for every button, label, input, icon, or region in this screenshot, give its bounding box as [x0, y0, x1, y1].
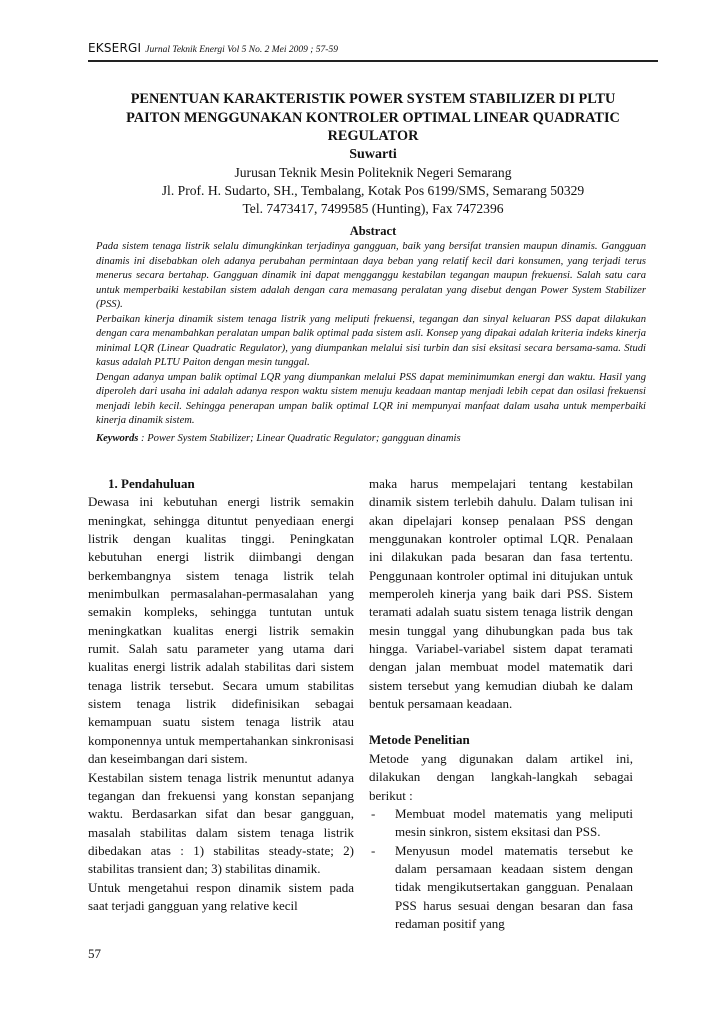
- journal-info: Jurnal Teknik Energi Vol 5 No. 2 Mei 2009 ; 57-59: [145, 45, 338, 55]
- keywords-label: Keywords: [96, 433, 139, 444]
- body-paragraph: Untuk mengetahui respon dinamik sistem pada saat terjadi gangguan yang relative kecil: [88, 879, 354, 913]
- body-paragraph: Metode yang digunakan dalam artikel ini, dilakukan dengan langkah-langkah sebagai berikut :: [369, 750, 633, 803]
- running-header: [88, 39, 658, 62]
- title-line: REGULATOR: [327, 128, 419, 144]
- affiliation-line: Tel. 7473417, 7499585 (Hunting), Fax 7472396: [242, 200, 504, 216]
- keywords-text: : Power System Stabilizer; Linear Quadratic Regulator; gangguan dinamis: [138, 433, 461, 444]
- section-spacer: [369, 713, 633, 731]
- page-number: 57: [88, 946, 101, 961]
- method-steps-list: [369, 805, 633, 933]
- keywords: [96, 432, 646, 446]
- abstract-paragraph: Perbaikan kinerja dinamik sistem tenaga listrik yang meliputi frekuensi, tegangan dan sinyal keluaran PSS dapat dilakukan dengan cara menambahkan peralatan umpan balik optimal pada sistem asli. Konsep yang dipakai adalah kriteria indeks kinerja minimal LQR (Linear Quadratic Regulator), yang diumpankan melalui sisi turbin dan sisi eksitasi secara bersama-sama. Studi kasus adalah PLTU Paiton dengan mesin tunggal.: [96, 313, 646, 368]
- abstract-heading: Abstract: [349, 224, 397, 238]
- title-line: PAITON MENGGUNAKAN KONTROLER OPTIMAL LINEAR QUADRATIC: [126, 109, 620, 126]
- affiliation-line: Jurusan Teknik Mesin Politeknik Negeri Semarang: [234, 164, 512, 180]
- right-column: [369, 475, 633, 933]
- list-item-text: Membuat model matematis yang meliputi mesin sinkron, sistem eksitasi dan PSS.: [395, 805, 633, 840]
- author-name: Suwarti: [349, 146, 397, 162]
- section-heading-pendahuluan: 1. Pendahuluan: [108, 476, 195, 491]
- list-marker: -: [371, 842, 376, 858]
- list-item: [369, 805, 633, 842]
- title-line: PENENTUAN KARAKTERISTIK POWER SYSTEM STABILIZER DI PLTU: [130, 91, 616, 107]
- journal-name: EKSERGI: [88, 41, 142, 55]
- body-paragraph: Kestabilan sistem tenaga listrik menuntut adanya tegangan dan frekuensi yang konstan sepanjang waktu. Berdasarkan sifat dan besar gangguan, masalah stabilitas dalam sistem tenaga listrik dibedakan atas : 1) stabilitas steady-state; 2) stabilitas transient dan; 3) stabilitas dinamik.: [88, 769, 354, 877]
- list-marker: -: [371, 805, 376, 821]
- title-block: [88, 90, 658, 218]
- list-item-text: Menyusun model matematis tersebut ke dalam persamaan keadaan sistem dengan tidak mengikutsertakan gangguan. Penalaan PSS harus sesuai dengan besaran dan fasa redaman positif yang: [395, 842, 633, 931]
- affiliation-line: Jl. Prof. H. Sudarto, SH., Tembalang, Kotak Pos 6199/SMS, Semarang 50329: [161, 182, 585, 198]
- abstract-paragraph: Pada sistem tenaga listrik selalu dimungkinkan terjadinya gangguan, baik yang bersifat transien maupun dinamis. Gangguan dinamis ini disebabkan oleh adanya perubahan permintaan daya beban yang relatif kecil dari konsumen, yang terjadi terus menerus secara bertahap. Gangguan dinamik ini dapat mengganggu kestabilan tegangan maupun frekuensi. Salah satu cara untuk memperbaiki kestabilan sistem adalah dengan cara memasang peralatan yang disebut dengan Power System Stabilizer (PSS).: [96, 241, 646, 310]
- left-column: [88, 475, 354, 915]
- list-item: [369, 842, 633, 934]
- section-heading-metode: Metode Penelitian: [369, 732, 470, 748]
- body-paragraph: maka harus mempelajari tentang kestabilan dinamik sistem terlebih dahulu. Dalam tulisan ini akan dipelajari konsep penalaan PSS dengan menggunakan kontroler optimal LQR. Penalaan ini dilakukan pada besaran dan fasa tertentu. Penggunaan kontroler optimal ini ditujukan untuk memperoleh kinerja yang baik dari PSS. Sistem teramati adalah suatu sistem tenaga listrik dengan mesin tunggal yang dihubungkan pada bus tak hingga. Variabel-variabel sistem dapat teramati dengan jalan membuat model matematik dari sistem tersebut yang kemudian diubah ke dalam bentuk persamaan keadaan.: [369, 476, 633, 712]
- paper-title: [88, 90, 658, 146]
- body-paragraph: Dewasa ini kebutuhan energi listrik semakin meningkat, sehingga dituntut penyediaan energi listrik dengan kualitas tinggi. Peningkatan kebutuhan energi listrik diimbangi dengan berkembangnya sistem tenaga listrik telah menimbulkan permasalahan-permasalahan yang semakin kompleks, sehingga tuntutan untuk meningkatkan kualitas energi listrik semakin rumit. Salah satu parameter yang utama dari kualitas energi listrik adalah stabilitas dari sistem tenaga listrik tersebut. Secara umum stabilitas sistem tenaga listrik didefinisikan sebagai kemampuan suatu sistem tenaga listrik atau komponennya untuk mempertahankan sinkronisasi dan keseimbangan dari sistem.: [88, 494, 354, 767]
- abstract-paragraph: Dengan adanya umpan balik optimal LQR yang diumpankan melalui PSS dapat meminimumkan energi dan waktu. Hasil yang diperoleh dari usaha ini adalah adanya respon waktu sistem menuju keadaan mantap menjadi lebih cepat dan osilasi frekuensi menjadi lebih kecil. Sehingga penerapan umpan balik optimal LQR ini mempunyai manfaat dalam usaha untuk memperbaiki kinerja dinamik sistem.: [96, 371, 646, 426]
- abstract-body: [96, 240, 646, 429]
